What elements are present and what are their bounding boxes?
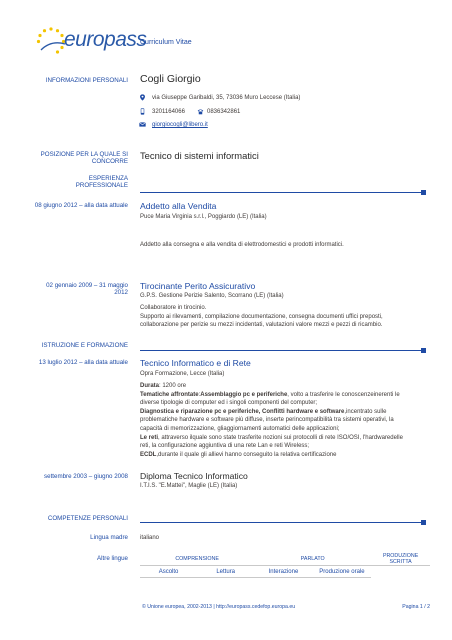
subheader-ascolto: Ascolto [140,566,197,578]
location-pin-icon [139,94,146,101]
footer-page-number: Pagina 1 / 2 [402,604,430,610]
duration-label: Durata [140,383,160,389]
experience-label-line1: ESPERIENZA [88,175,128,182]
subheader-lettura: Lettura [197,566,254,578]
edu1-dates: 13 luglio 2012 – alla data attuale [38,359,128,366]
mother-tongue-value: italiano [140,535,160,541]
edu1-line7: reti, la configurazione aggiuntiva di una rete Lan e reti Wireless; [140,443,310,450]
experience-divider-square [421,190,426,195]
subheader-interazione: Interazione [254,566,312,578]
skills-divider [140,522,422,523]
job2-dates [10,282,128,296]
subheader-produzione-orale: Produzione orale [313,566,372,578]
position-label-line1: POSIZIONE PER LA QUALE SI [40,151,128,158]
education-divider-square [421,348,426,353]
l1b: : [198,391,201,398]
email-icon [139,121,146,128]
position-label [20,151,128,165]
header-produzione-scritta: PRODUZIONE SCRITTA [371,553,430,566]
email-link[interactable]: giorgiocogli@libero.it [152,122,208,128]
l6b: , attraverso ilquale sono state trasferite nozioni sui protocolli di rete ISO/OSI, l'hardwaredelle [158,434,403,441]
phone-number: 0836342861 [207,109,241,115]
l1a: Tematiche affrontate [140,391,199,398]
l3a: Diagnostica e riparazione pc e periferiche, Conflitti hardware e software [140,408,345,415]
edu1-title: Tecnico Informatico e di Rete [140,358,251,368]
edu1-line3 [140,408,430,417]
l1c: Assemblaggio pc e periferiche [200,391,288,398]
position-label-line2: CONCORRE [91,158,128,165]
languages-table [140,553,430,578]
l6a: Le reti [140,434,159,441]
edu2-dates: settembre 2003 – giugno 2008 [44,473,128,480]
experience-divider [140,192,422,193]
eu-stars-icon [35,26,67,56]
position-value: Tecnico di sistemi informatici [140,150,259,161]
header-comprension: COMPRENSIONE [140,553,254,566]
l1d: , volto a trasferire le conoscenzeinerenti le [287,391,400,398]
other-languages-label: Altre lingue [97,555,128,562]
edu2-institution: I.T.I.S. "E.Mattei", Maglie (LE) (Italia) [140,483,238,489]
job1-description: Addetto alla consegna e alla vendita di elettrodomestici e prodotti informatici. [140,242,344,248]
job1-dates: 08 giugno 2012 – alla data attuale [34,202,128,209]
personal-info-label: INFORMAZIONI PERSONALI [45,77,128,84]
skills-label: COMPETENZE PERSONALI [47,515,128,522]
header-parlato: PARLATO [254,553,371,566]
edu1-line4: problematiche hardware e software più diffuse, inserte perincompatibilità tra sistemi operativi, la [140,417,394,424]
l8b: ,durante il quale gli allievi hanno conseguito la relativa certificazione [156,451,337,458]
job2-desc-line3: collaborazione per perizie su mezzi incidentati, valutazioni valore mezzi e pezzi di ricambio. [140,322,383,328]
edu1-duration [140,382,430,391]
edu1-details [140,382,430,459]
edu1-line8 [140,451,430,460]
experience-label [20,175,128,189]
footer-copyright: © Unione europea, 2002-2013 | http://europass.cedefop.europa.eu [142,604,296,610]
l8a: ECDL [140,451,157,458]
mobile-number: 3201164066 [152,109,185,115]
job2-desc-line2: Supporto ai rilevamenti, compilazione documentazione, consegna documenti uffici preposti, [140,314,383,320]
edu1-line1 [140,391,430,400]
job2-dates-line1: 02 gennaio 2009 – 31 maggio [46,282,128,289]
job2-title: Tirocinante Perito Assicurativo [140,281,256,291]
job2-desc-line1: Collaboratore in tirocinio. [140,305,207,311]
job1-title: Addetto alla Vendita [140,201,217,211]
edu1-institution: Opra Formazione, Lecce (Italia) [140,371,225,377]
edu1-line5: capacità di memorizzazione, gliaggiornamenti automatici delle applicazioni; [140,425,340,432]
job2-employer: G.P.S. Gestione Perizie Salento, Scorrano (LE) (Italia) [140,293,284,299]
experience-label-line2: PROFESSIONALE [75,182,128,189]
l3b: ,incentrato sulle [344,408,387,415]
job2-dates-line2: 2012 [114,289,128,296]
job1-employer: Puce Maria Virginia s.r.l., Poggiardo (LE) (Italia) [140,214,267,220]
logo-text: europass [64,28,147,51]
edu1-line6 [140,434,430,443]
education-divider [140,350,422,351]
cv-title: Curriculum Vitae [140,39,192,46]
edu1-line2: diverse tipologie di computer ed i singoli componenti del computer; [140,400,318,407]
phone-icon [197,108,204,115]
mother-tongue-label: Lingua madre [90,534,128,541]
education-label: ISTRUZIONE E FORMAZIONE [41,342,128,349]
edu2-title: Diploma Tecnico Informatico [140,471,248,481]
europass-logo [32,24,147,58]
skills-divider-square [421,520,426,525]
mobile-phone-icon [139,108,146,115]
address: via Giuseppe Garibaldi, 35, 73036 Muro Leccese (Italia) [152,95,301,101]
duration-value: : 1200 ore [159,383,187,389]
person-name: Cogli Giorgio [140,73,201,85]
subheader-empty [371,566,430,578]
